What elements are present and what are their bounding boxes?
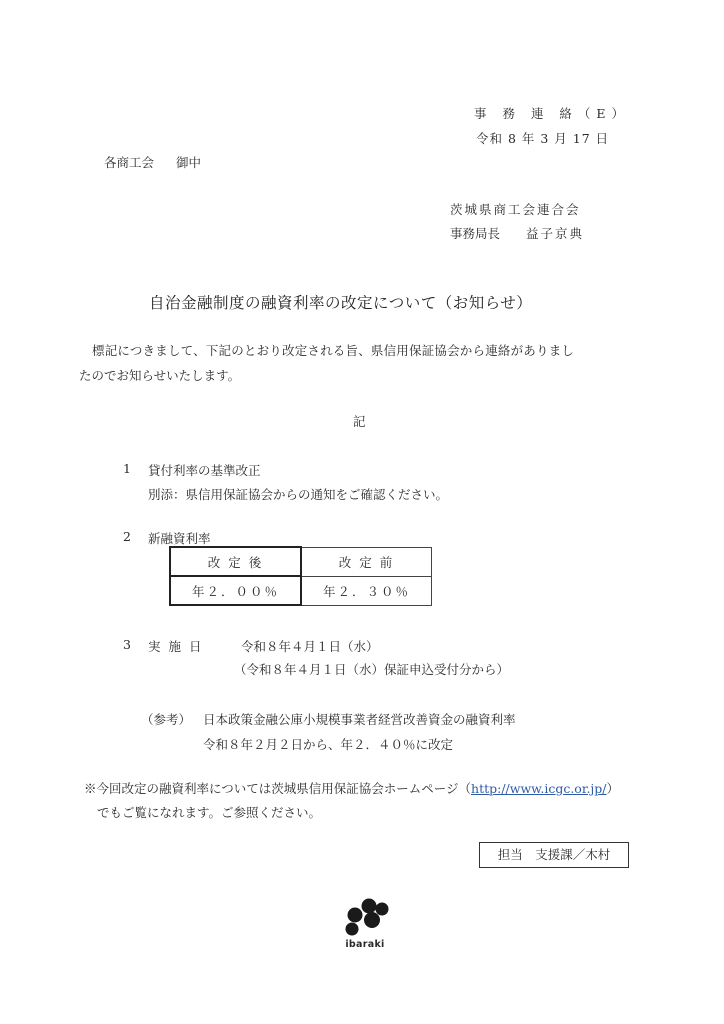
- staff-contact-box: 担当 支援課／木村: [479, 842, 629, 868]
- rate-table: [169, 546, 432, 606]
- item3-note: （令和８年４月１日（水）保証申込受付分から）: [234, 662, 510, 677]
- ki-heading: 記: [353, 414, 366, 429]
- page-title: 自治金融制度の融資利率の改定について（お知らせ）: [149, 294, 533, 312]
- rate-before-value: 年２．３０％: [301, 576, 432, 605]
- ibaraki-logo: [339, 897, 391, 951]
- sender-title: 事務局長: [450, 226, 501, 241]
- footer-note-line-1: [84, 779, 619, 797]
- sender-name: 益子京典: [526, 226, 585, 241]
- rate-before-label: 改 定 前: [301, 547, 432, 576]
- item3-number: 3: [123, 637, 131, 652]
- protection-association-link[interactable]: http://www.icgc.or.jp/: [471, 781, 607, 796]
- rate-table-value-row: [170, 576, 432, 605]
- recipient-name: 各商工会: [104, 155, 155, 170]
- reference-label: （参考）: [141, 712, 192, 727]
- footer-note-line-2: でもご覧になれます。ご参照ください。: [97, 805, 322, 820]
- sender-org: 茨城県商工会連合会: [450, 202, 581, 217]
- logo-text: ibaraki: [345, 939, 385, 950]
- doc-type: 事 務 連 絡（E）: [474, 106, 631, 121]
- rate-after-label: 改 定 後: [170, 547, 301, 576]
- body-line-1: 標記につきまして、下記のとおり改定される旨、県信用保証協会から連絡がありまし: [92, 343, 575, 358]
- item1-note: 別添：県信用保証協会からの通知をご確認ください。: [148, 487, 449, 502]
- footer-note-prefix: ※今回改定の融資利率については茨城県信用保証協会ホームページ（: [84, 781, 472, 796]
- doc-date: 令和 8 年 3 月 17 日: [476, 131, 610, 146]
- item2-number: 2: [123, 529, 131, 544]
- reference-line-1: 日本政策金融公庫小規模事業者経営改善資金の融資利率: [203, 712, 516, 727]
- item2-heading: 新融資利率: [148, 531, 211, 546]
- rate-table-header-row: [170, 547, 432, 576]
- ibaraki-logo-mark-icon: [339, 897, 391, 937]
- body-line-2: たのでお知らせいたします。: [79, 368, 241, 383]
- reference-line-2: 令和８年２月２日から、年２．４０％に改定: [203, 737, 454, 752]
- item3-date: 令和８年４月１日（水）: [241, 639, 379, 654]
- item1-number: 1: [123, 461, 131, 476]
- recipient: [104, 153, 201, 171]
- sender: [450, 224, 584, 242]
- rate-after-value: 年２．００％: [170, 576, 301, 605]
- recipient-honorific: 御中: [176, 155, 202, 170]
- item3-label: 実 施 日: [148, 639, 204, 654]
- item1-heading: 貸付利率の基準改正: [148, 463, 261, 478]
- footer-note-suffix: ）: [606, 781, 620, 796]
